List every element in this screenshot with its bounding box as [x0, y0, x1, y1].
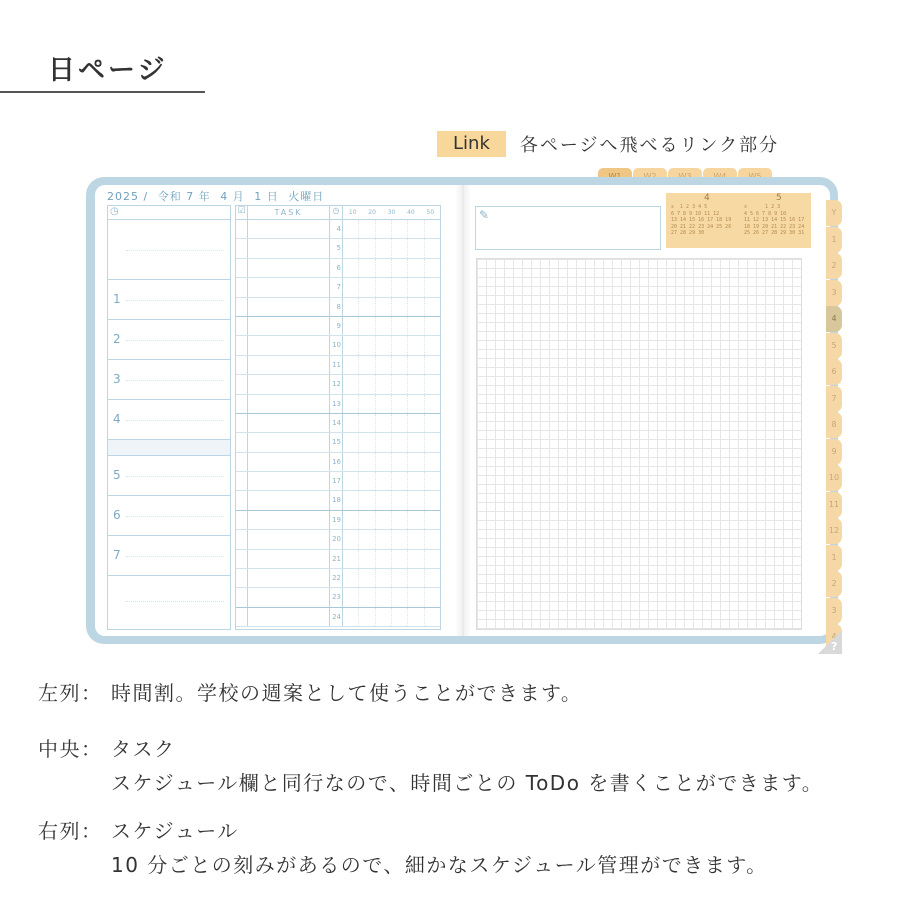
schedule-slot[interactable]: [343, 511, 359, 529]
schedule-slot[interactable]: [343, 336, 359, 354]
schedule-slot[interactable]: [392, 588, 408, 606]
date-header: [107, 188, 329, 204]
month-tab[interactable]: 12: [826, 518, 842, 544]
schedule-slot[interactable]: [408, 491, 424, 509]
hour-label: 15: [330, 433, 343, 451]
month-tab[interactable]: 4: [826, 624, 842, 650]
pencil-icon: ✎: [479, 208, 490, 222]
schedule-slot[interactable]: [408, 278, 424, 296]
schedule-slot[interactable]: [392, 317, 408, 335]
task-row[interactable]: [236, 239, 440, 258]
help-corner[interactable]: [818, 630, 842, 654]
schedule-slot[interactable]: [343, 569, 359, 587]
month-tab[interactable]: Y: [826, 200, 842, 226]
timetable-after: [108, 576, 230, 625]
schedule-slot[interactable]: [376, 433, 392, 451]
schedule-slot[interactable]: [359, 433, 375, 451]
schedule-slot[interactable]: [359, 608, 375, 626]
schedule-slot[interactable]: [425, 298, 440, 316]
task-check-cell[interactable]: [236, 453, 248, 471]
schedule-slot[interactable]: [343, 491, 359, 509]
month-tab[interactable]: 4: [826, 306, 842, 332]
task-text-cell[interactable]: [248, 608, 330, 626]
hour-label: 12: [330, 375, 343, 393]
task-text-cell[interactable]: [248, 317, 330, 335]
schedule-slot[interactable]: [359, 453, 375, 471]
hour-label: 19: [330, 511, 343, 529]
schedule-slot[interactable]: [343, 220, 359, 238]
task-row[interactable]: [236, 259, 440, 278]
description-right-sub: 10 分ごとの刻みがあるので、細かなスケジュール管理ができます。: [111, 853, 768, 877]
task-text-cell[interactable]: [248, 569, 330, 587]
timetable-column: [107, 205, 231, 630]
month-tab[interactable]: 5: [826, 333, 842, 359]
month-tab[interactable]: 2: [826, 571, 842, 597]
schedule-slot[interactable]: [359, 395, 375, 413]
checkbox-icon: ☑: [236, 206, 248, 219]
month-tab[interactable]: 2: [826, 253, 842, 279]
schedule-slot[interactable]: [425, 317, 440, 335]
hour-label: 21: [330, 550, 343, 568]
minute-label: 50: [426, 209, 435, 216]
schedule-slot[interactable]: [343, 317, 359, 335]
schedule-slot[interactable]: [425, 278, 440, 296]
schedule-slot[interactable]: [425, 453, 440, 471]
task-row[interactable]: [236, 433, 440, 452]
task-check-cell[interactable]: [236, 433, 248, 451]
timetable-period: 6: [108, 496, 230, 536]
task-check-cell[interactable]: [236, 588, 248, 606]
schedule-slot[interactable]: [376, 491, 392, 509]
description-left-label: 左列：: [38, 681, 103, 705]
hour-label: 22: [330, 569, 343, 587]
schedule-slot[interactable]: [359, 491, 375, 509]
schedule-slot[interactable]: [376, 220, 392, 238]
date-month: 4 月: [220, 190, 245, 203]
hour-label: 14: [330, 414, 343, 432]
mini-calendar-month: 5: [776, 193, 782, 203]
schedule-slot[interactable]: [425, 491, 440, 509]
schedule-slot[interactable]: [343, 259, 359, 277]
task-text-cell[interactable]: [248, 453, 330, 471]
task-row[interactable]: [236, 472, 440, 491]
schedule-slot[interactable]: [392, 491, 408, 509]
hour-label: 5: [330, 239, 343, 257]
hour-label: 16: [330, 453, 343, 471]
description-right: [38, 815, 239, 844]
task-text-cell[interactable]: [248, 511, 330, 529]
hour-label: 24: [330, 608, 343, 626]
task-text-cell[interactable]: [248, 414, 330, 432]
task-text-cell[interactable]: [248, 356, 330, 374]
task-check-cell[interactable]: [236, 259, 248, 277]
task-check-cell[interactable]: [236, 569, 248, 587]
task-check-cell[interactable]: [236, 356, 248, 374]
task-row[interactable]: [236, 588, 440, 607]
task-row[interactable]: [236, 395, 440, 414]
schedule-slot[interactable]: [376, 395, 392, 413]
schedule-slot[interactable]: [392, 453, 408, 471]
schedule-slot[interactable]: [359, 317, 375, 335]
task-check-cell[interactable]: [236, 395, 248, 413]
schedule-slot[interactable]: [408, 453, 424, 471]
schedule-slot[interactable]: [408, 259, 424, 277]
page-fold: [455, 185, 471, 636]
month-tab[interactable]: 1: [826, 227, 842, 253]
month-tab[interactable]: 3: [826, 598, 842, 624]
month-tab[interactable]: 6: [826, 359, 842, 385]
month-tab[interactable]: 3: [826, 280, 842, 306]
schedule-slot[interactable]: [408, 588, 424, 606]
schedule-slot[interactable]: [343, 453, 359, 471]
schedule-slot[interactable]: [408, 569, 424, 587]
minute-label: 20: [368, 209, 376, 216]
schedule-slot[interactable]: [376, 278, 392, 296]
schedule-slot[interactable]: [359, 550, 375, 568]
task-check-cell[interactable]: [236, 472, 248, 490]
task-row[interactable]: [236, 298, 440, 317]
hour-label: 17: [330, 472, 343, 490]
schedule-slot[interactable]: [408, 317, 424, 335]
schedule-slot[interactable]: [408, 511, 424, 529]
task-text-cell[interactable]: [248, 259, 330, 277]
date-day: 1 日: [254, 190, 279, 203]
schedule-slot[interactable]: [425, 239, 440, 257]
task-check-cell[interactable]: [236, 298, 248, 316]
schedule-slot[interactable]: [359, 356, 375, 374]
schedule-slot[interactable]: [408, 433, 424, 451]
schedule-slot[interactable]: [392, 550, 408, 568]
description-right-text: スケジュール: [111, 819, 239, 843]
task-row[interactable]: [236, 453, 440, 472]
schedule-slot[interactable]: [408, 356, 424, 374]
task-check-cell[interactable]: [236, 220, 248, 238]
schedule-slot[interactable]: [359, 511, 375, 529]
timetable-period: 1: [108, 280, 230, 320]
description-center: [38, 733, 176, 762]
schedule-slot[interactable]: [392, 414, 408, 432]
mini-calendar-may: s 1 2 3 4 5 6 7 8 9 10 11 12 13 14 15 16 17 18 19 20 21 22 23 24 25 26 27 28 29 30 31: [744, 204, 805, 236]
schedule-slot[interactable]: [359, 336, 375, 354]
schedule-slot[interactable]: [425, 395, 440, 413]
month-tabs: [826, 200, 842, 651]
schedule-slot[interactable]: [359, 472, 375, 490]
task-rows: [236, 220, 440, 627]
schedule-slot[interactable]: [425, 550, 440, 568]
date-era: 令和 7 年: [157, 190, 211, 203]
schedule-slot[interactable]: [408, 375, 424, 393]
task-text-cell[interactable]: [248, 530, 330, 548]
link-legend: [437, 131, 779, 157]
schedule-slot[interactable]: [376, 259, 392, 277]
date-weekday: 火曜日: [288, 190, 325, 203]
task-text-cell[interactable]: [248, 336, 330, 354]
schedule-slot[interactable]: [392, 375, 408, 393]
help-icon[interactable]: ?: [831, 640, 838, 653]
schedule-slot[interactable]: [376, 608, 392, 626]
schedule-slot[interactable]: [359, 375, 375, 393]
schedule-slot[interactable]: [425, 220, 440, 238]
task-check-cell[interactable]: [236, 317, 248, 335]
schedule-slot[interactable]: [359, 239, 375, 257]
schedule-slot[interactable]: [425, 588, 440, 606]
mini-calendar[interactable]: [666, 193, 811, 248]
task-text-cell[interactable]: [248, 491, 330, 509]
schedule-slot[interactable]: [359, 530, 375, 548]
schedule-slot[interactable]: [392, 259, 408, 277]
hour-label: 4: [330, 220, 343, 238]
timetable-period: 4: [108, 400, 230, 440]
task-row[interactable]: [236, 278, 440, 297]
minute-label: 30: [387, 209, 396, 216]
mini-calendar-month: 4: [704, 193, 710, 203]
schedule-slot[interactable]: [392, 220, 408, 238]
schedule-slot[interactable]: [343, 530, 359, 548]
task-check-cell[interactable]: [236, 336, 248, 354]
hour-label: 10: [330, 336, 343, 354]
schedule-slot[interactable]: [425, 259, 440, 277]
schedule-slot[interactable]: [343, 239, 359, 257]
task-row[interactable]: [236, 550, 440, 569]
schedule-slot[interactable]: [343, 608, 359, 626]
task-text-cell[interactable]: [248, 472, 330, 490]
task-check-cell[interactable]: [236, 491, 248, 509]
schedule-slot[interactable]: [343, 395, 359, 413]
task-text-cell[interactable]: [248, 588, 330, 606]
schedule-slot[interactable]: [392, 336, 408, 354]
description-center-label: 中央：: [38, 737, 103, 761]
schedule-slot[interactable]: [376, 239, 392, 257]
schedule-slot[interactable]: [376, 588, 392, 606]
schedule-slot[interactable]: [425, 511, 440, 529]
schedule-slot[interactable]: [343, 588, 359, 606]
clock-icon: ◷: [330, 206, 343, 219]
timetable-period: 2: [108, 320, 230, 360]
schedule-slot[interactable]: [392, 239, 408, 257]
schedule-slot[interactable]: [359, 414, 375, 432]
month-tab[interactable]: 1: [826, 545, 842, 571]
task-check-cell[interactable]: [236, 414, 248, 432]
schedule-slot[interactable]: [425, 414, 440, 432]
schedule-slot[interactable]: [376, 356, 392, 374]
schedule-slot[interactable]: [376, 298, 392, 316]
month-tab[interactable]: 8: [826, 412, 842, 438]
description-left-text: 時間割。学校の週案として使うことができます。: [111, 681, 583, 705]
timetable-lunch: [108, 440, 230, 456]
task-row[interactable]: [236, 569, 440, 588]
schedule-slot[interactable]: [359, 278, 375, 296]
timetable-period: 5: [108, 456, 230, 496]
task-row[interactable]: [236, 530, 440, 549]
minute-label: 10: [348, 209, 357, 216]
task-check-cell[interactable]: [236, 375, 248, 393]
hour-label: 8: [330, 298, 343, 316]
schedule-slot[interactable]: [343, 414, 359, 432]
schedule-slot[interactable]: [408, 414, 424, 432]
task-check-cell[interactable]: [236, 239, 248, 257]
schedule-slot[interactable]: [408, 239, 424, 257]
schedule-slot[interactable]: [425, 433, 440, 451]
description-left: [38, 677, 582, 706]
schedule-slot[interactable]: [425, 569, 440, 587]
task-row[interactable]: [236, 511, 440, 530]
schedule-slot[interactable]: [425, 336, 440, 354]
description-center-sub: スケジュール欄と同行なので、時間ごとの ToDo を書くことができます。: [111, 771, 824, 795]
month-tab[interactable]: 10: [826, 465, 842, 491]
schedule-slot[interactable]: [376, 569, 392, 587]
month-tab[interactable]: 11: [826, 492, 842, 518]
task-text-cell[interactable]: [248, 395, 330, 413]
schedule-slot[interactable]: [359, 588, 375, 606]
schedule-slot[interactable]: [343, 433, 359, 451]
schedule-slot[interactable]: [343, 375, 359, 393]
hour-label: 7: [330, 278, 343, 296]
schedule-slot[interactable]: [425, 608, 440, 626]
schedule-slot[interactable]: [408, 298, 424, 316]
schedule-slot[interactable]: [425, 472, 440, 490]
task-text-cell[interactable]: [248, 298, 330, 316]
task-row[interactable]: [236, 608, 440, 627]
schedule-slot[interactable]: [408, 336, 424, 354]
timetable-header: [108, 206, 230, 220]
schedule-slot[interactable]: [425, 530, 440, 548]
timetable-morning: [108, 220, 230, 280]
schedule-slot[interactable]: [376, 530, 392, 548]
schedule-slot[interactable]: [425, 356, 440, 374]
schedule-slot[interactable]: [425, 375, 440, 393]
schedule-slot[interactable]: [376, 511, 392, 529]
title-underline: [0, 91, 205, 93]
task-row[interactable]: [236, 375, 440, 394]
task-check-cell[interactable]: [236, 550, 248, 568]
task-check-cell[interactable]: [236, 278, 248, 296]
schedule-slot[interactable]: [408, 220, 424, 238]
link-badge: Link: [437, 131, 506, 157]
schedule-slot[interactable]: [408, 608, 424, 626]
month-tab[interactable]: 7: [826, 386, 842, 412]
schedule-slot[interactable]: [343, 472, 359, 490]
task-check-cell[interactable]: [236, 530, 248, 548]
grid-notes-area[interactable]: [476, 258, 802, 630]
schedule-slot[interactable]: [408, 472, 424, 490]
task-text-cell[interactable]: [248, 220, 330, 238]
task-text-cell[interactable]: [248, 550, 330, 568]
schedule-slot[interactable]: [392, 278, 408, 296]
task-header: [236, 206, 440, 220]
schedule-slot[interactable]: [343, 298, 359, 316]
task-row[interactable]: [236, 491, 440, 510]
hour-label: 23: [330, 588, 343, 606]
timetable-period: 7: [108, 536, 230, 576]
schedule-slot[interactable]: [392, 472, 408, 490]
link-description: 各ページへ飛べるリンク部分: [519, 135, 780, 156]
schedule-slot[interactable]: [359, 259, 375, 277]
schedule-slot[interactable]: [359, 298, 375, 316]
schedule-slot[interactable]: [359, 569, 375, 587]
schedule-slot[interactable]: [343, 356, 359, 374]
schedule-slot[interactable]: [376, 453, 392, 471]
hour-label: 11: [330, 356, 343, 374]
task-column: [235, 205, 441, 630]
schedule-slot[interactable]: [408, 530, 424, 548]
description-right-label: 右列：: [38, 819, 103, 843]
task-header-label: TASK: [248, 206, 330, 219]
schedule-slot[interactable]: [392, 569, 408, 587]
minute-label: 40: [407, 209, 415, 216]
schedule-slot[interactable]: [376, 472, 392, 490]
hour-label: 6: [330, 259, 343, 277]
task-row[interactable]: [236, 356, 440, 375]
page-title: 日ページ: [48, 55, 168, 86]
task-text-cell[interactable]: [248, 239, 330, 257]
schedule-slot[interactable]: [376, 414, 392, 432]
schedule-slot[interactable]: [359, 220, 375, 238]
hour-label: 9: [330, 317, 343, 335]
schedule-slot[interactable]: [376, 317, 392, 335]
task-check-cell[interactable]: [236, 511, 248, 529]
description-center-text: タスク: [111, 737, 176, 761]
schedule-slot[interactable]: [392, 356, 408, 374]
task-text-cell[interactable]: [248, 278, 330, 296]
schedule-slot[interactable]: [408, 550, 424, 568]
hour-label: 13: [330, 395, 343, 413]
clock-icon: ◷: [110, 206, 119, 217]
memo-box[interactable]: [475, 206, 661, 250]
schedule-slot[interactable]: [392, 511, 408, 529]
schedule-slot[interactable]: [376, 375, 392, 393]
schedule-slot[interactable]: [376, 550, 392, 568]
hour-label: 18: [330, 491, 343, 509]
task-text-cell[interactable]: [248, 375, 330, 393]
schedule-slot[interactable]: [408, 395, 424, 413]
schedule-slot[interactable]: [392, 608, 408, 626]
timetable-period: 3: [108, 360, 230, 400]
hour-label: 20: [330, 530, 343, 548]
task-row[interactable]: [236, 317, 440, 336]
planner-frame: [86, 177, 838, 644]
task-row[interactable]: [236, 336, 440, 355]
schedule-slot[interactable]: [343, 278, 359, 296]
schedule-slot[interactable]: [343, 550, 359, 568]
schedule-slot[interactable]: [392, 433, 408, 451]
month-tab[interactable]: 9: [826, 439, 842, 465]
schedule-slot[interactable]: [392, 395, 408, 413]
planner-spread: [95, 185, 830, 636]
task-row[interactable]: [236, 414, 440, 433]
mini-calendar-april: s 1 2 3 4 5 6 7 8 9 10 11 12 13 14 15 16 17 18 19 20 21 22 23 24 25 26 27 28 29 30: [671, 204, 732, 236]
task-check-cell[interactable]: [236, 608, 248, 626]
schedule-slot[interactable]: [392, 298, 408, 316]
schedule-slot[interactable]: [392, 530, 408, 548]
date-year: 2025 /: [107, 190, 149, 203]
task-row[interactable]: [236, 220, 440, 239]
task-text-cell[interactable]: [248, 433, 330, 451]
schedule-slot[interactable]: [376, 336, 392, 354]
